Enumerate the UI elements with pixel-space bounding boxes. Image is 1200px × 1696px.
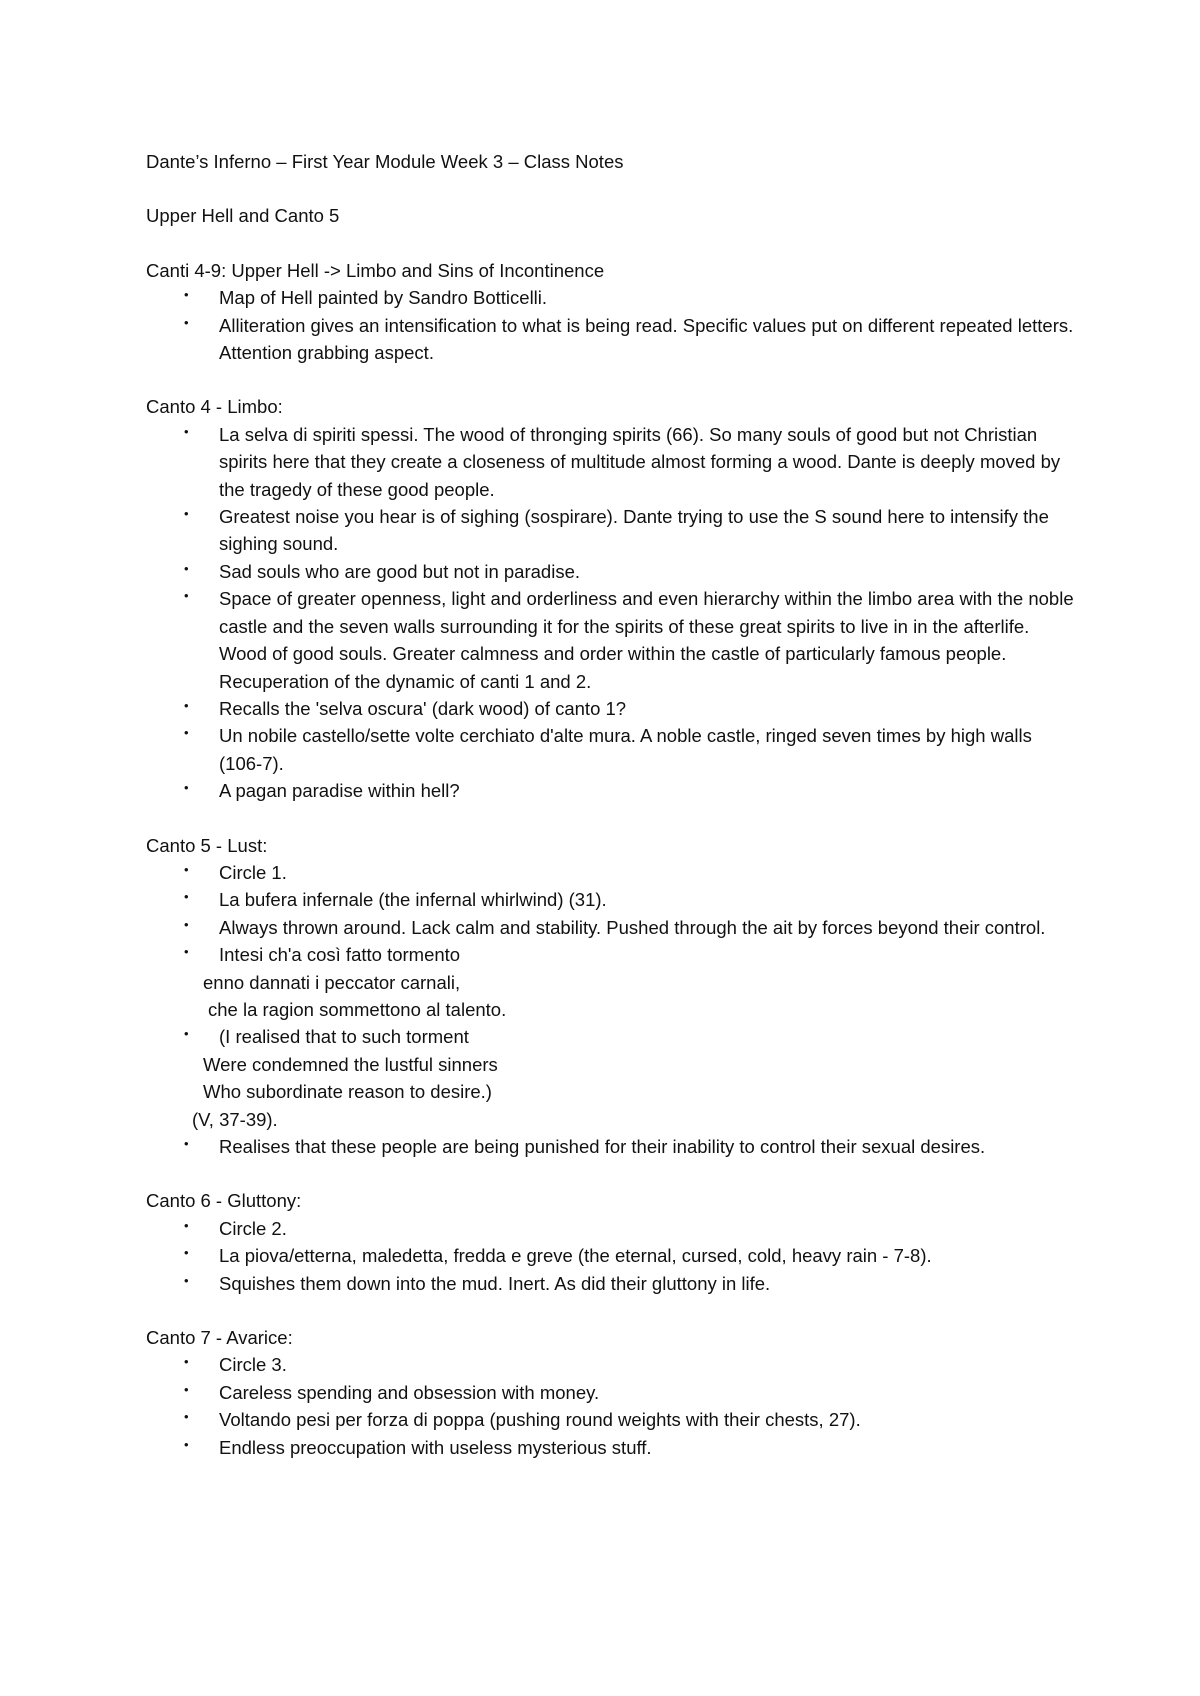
list-item-text: Circle 2.: [219, 1217, 287, 1239]
list-item: [146, 777, 1076, 804]
list-item-text: Realises that these people are being punished for their inability to control their sexual desires.: [219, 1136, 986, 1157]
bullet-icon: •: [184, 506, 189, 522]
bullet-icon: •: [184, 916, 189, 932]
list-item-text: Careless spending and obsession with money.: [219, 1381, 600, 1403]
list-item-text: Always thrown around. Lack calm and stability. Pushed through the ait by forces beyond their control.: [219, 916, 1046, 938]
list-item-text: Squishes them down into the mud. Inert. As did their gluttony in life.: [219, 1272, 771, 1294]
english-verse: [192, 1023, 1076, 1133]
bullet-icon: •: [184, 889, 189, 905]
list-item: [146, 585, 1076, 695]
bullet-icon: •: [184, 1354, 189, 1370]
list-item: [146, 1242, 1076, 1269]
verse-line: Intesi ch'a così fatto tormento: [219, 944, 461, 966]
bullet-icon: •: [184, 1409, 189, 1425]
bullet-icon: •: [184, 780, 189, 796]
verse-line: (I realised that to such torment: [219, 1026, 469, 1048]
list-item-text: Un nobile castello/sette volte cerchiato d'alte mura. A noble castle, ringed seven times by high walls (106-7).: [219, 725, 1032, 774]
list-item-text: Circle 3.: [219, 1354, 287, 1376]
list-item: [146, 914, 1076, 941]
list-item: [146, 695, 1076, 722]
italian-verse-item: [146, 941, 1076, 1023]
section-upper-hell: [146, 257, 1076, 367]
verse-line: che la ragion sommettono al talento.: [208, 998, 507, 1020]
document-page: [146, 148, 1076, 1461]
list-item-text: Endless preoccupation with useless mysterious stuff.: [219, 1436, 652, 1458]
bullet-icon: •: [184, 1136, 189, 1151]
bullet-icon: •: [184, 560, 189, 576]
italian-verse: [203, 941, 1076, 1023]
list-item: [146, 421, 1076, 503]
list-item: [146, 722, 1076, 777]
bullet-list-canto-6: [146, 1215, 1076, 1297]
bullet-icon: •: [184, 588, 189, 604]
list-item-text: La bufera infernale (the infernal whirlwind) (31).: [219, 889, 607, 911]
section-heading-canto-7: Canto 7 - Avarice:: [146, 1327, 293, 1349]
list-item: [146, 312, 1076, 367]
list-item-text: Map of Hell painted by Sandro Botticelli.: [219, 287, 548, 309]
bullet-icon: •: [184, 1245, 189, 1261]
bullet-icon: •: [184, 1381, 189, 1397]
section-heading-canto-6: Canto 6 - Gluttony:: [146, 1190, 302, 1212]
bullet-icon: •: [184, 861, 189, 877]
list-item: [146, 1379, 1076, 1406]
list-item-text: Greatest noise you hear is of sighing (sospirare). Dante trying to use the S sound here to intensify the sighing sound.: [219, 506, 1049, 555]
list-item: [146, 284, 1076, 311]
bullet-icon: •: [184, 1217, 189, 1233]
section-heading-upper-hell: Canti 4-9: Upper Hell -> Limbo and Sins of Incontinence: [146, 259, 605, 281]
verse-line: enno dannati i peccator carnali,: [203, 971, 461, 993]
bullet-icon: •: [184, 697, 189, 713]
english-verse-item: [146, 1023, 1076, 1133]
document-title: Dante’s Inferno – First Year Module Week 3 – Class Notes: [146, 151, 624, 172]
list-item-text: La piova/etterna, maledetta, fredda e greve (the eternal, cursed, cold, heavy rain - 7-8).: [219, 1245, 932, 1267]
verse-line: Were condemned the lustful sinners: [203, 1053, 498, 1075]
bullet-icon: •: [184, 725, 189, 741]
bullet-list-canto-7: [146, 1351, 1076, 1461]
list-item: [146, 558, 1076, 585]
list-item-text: Circle 1.: [219, 861, 287, 883]
bullet-icon: •: [184, 287, 189, 303]
bullet-icon: •: [184, 1272, 189, 1288]
list-item: [146, 1434, 1076, 1461]
bullet-icon: •: [184, 423, 189, 439]
bullet-icon: •: [184, 1436, 189, 1452]
section-canto-5: [146, 832, 1076, 1161]
list-item: [146, 1406, 1076, 1433]
verse-citation: (V, 37-39).: [192, 1108, 278, 1130]
section-canto-6: [146, 1187, 1076, 1297]
list-item: [146, 1270, 1076, 1297]
list-item: [146, 1215, 1076, 1242]
list-item: [146, 503, 1076, 558]
list-item-text: Alliteration gives an intensification to what is being read. Specific values put on different repeated letters. Attention grabbing aspect.: [219, 314, 1074, 364]
section-canto-7: [146, 1324, 1076, 1461]
document-subtitle: Upper Hell and Canto 5: [146, 205, 340, 227]
section-heading-canto-4: Canto 4 - Limbo:: [146, 396, 283, 418]
bullet-icon: •: [184, 944, 189, 960]
list-item-text: La selva di spiriti spessi. The wood of thronging spirits (66). So many souls of good but not Christian spirits here that they create a closeness of multitude almost forming a wood. Dante is deeply moved by the tragedy of these good people.: [219, 423, 1061, 500]
bullet-list-canto-4: [146, 421, 1076, 805]
list-item: [146, 859, 1076, 886]
list-item-text: Voltando pesi per forza di poppa (pushing round weights with their chests, 27).: [219, 1409, 861, 1431]
bullet-icon: •: [184, 314, 189, 330]
list-item: [146, 1351, 1076, 1378]
list-item-text: Space of greater openness, light and orderliness and even hierarchy within the limbo area with the noble castle and the seven walls surrounding it for the spirits of these great spirits to live in in the afterlife. Wood of good souls. Greater calmness and order within the castle of particularly famous people. Recuperation of the dynamic of canti 1 and 2.: [219, 588, 1074, 692]
section-canto-4: [146, 393, 1076, 804]
bullet-list-canto-5: [146, 859, 1076, 1160]
list-item-text: Recalls the 'selva oscura' (dark wood) of canto 1?: [219, 697, 627, 719]
verse-line: Who subordinate reason to desire.): [203, 1081, 492, 1103]
list-item-text: A pagan paradise within hell?: [219, 780, 460, 802]
bullet-list-upper-hell: [146, 284, 1076, 366]
list-item: [146, 886, 1076, 913]
section-heading-canto-5: Canto 5 - Lust:: [146, 834, 268, 856]
list-item: [146, 1133, 1076, 1160]
bullet-icon: •: [184, 1026, 189, 1042]
list-item-text: Sad souls who are good but not in paradise.: [219, 560, 580, 582]
